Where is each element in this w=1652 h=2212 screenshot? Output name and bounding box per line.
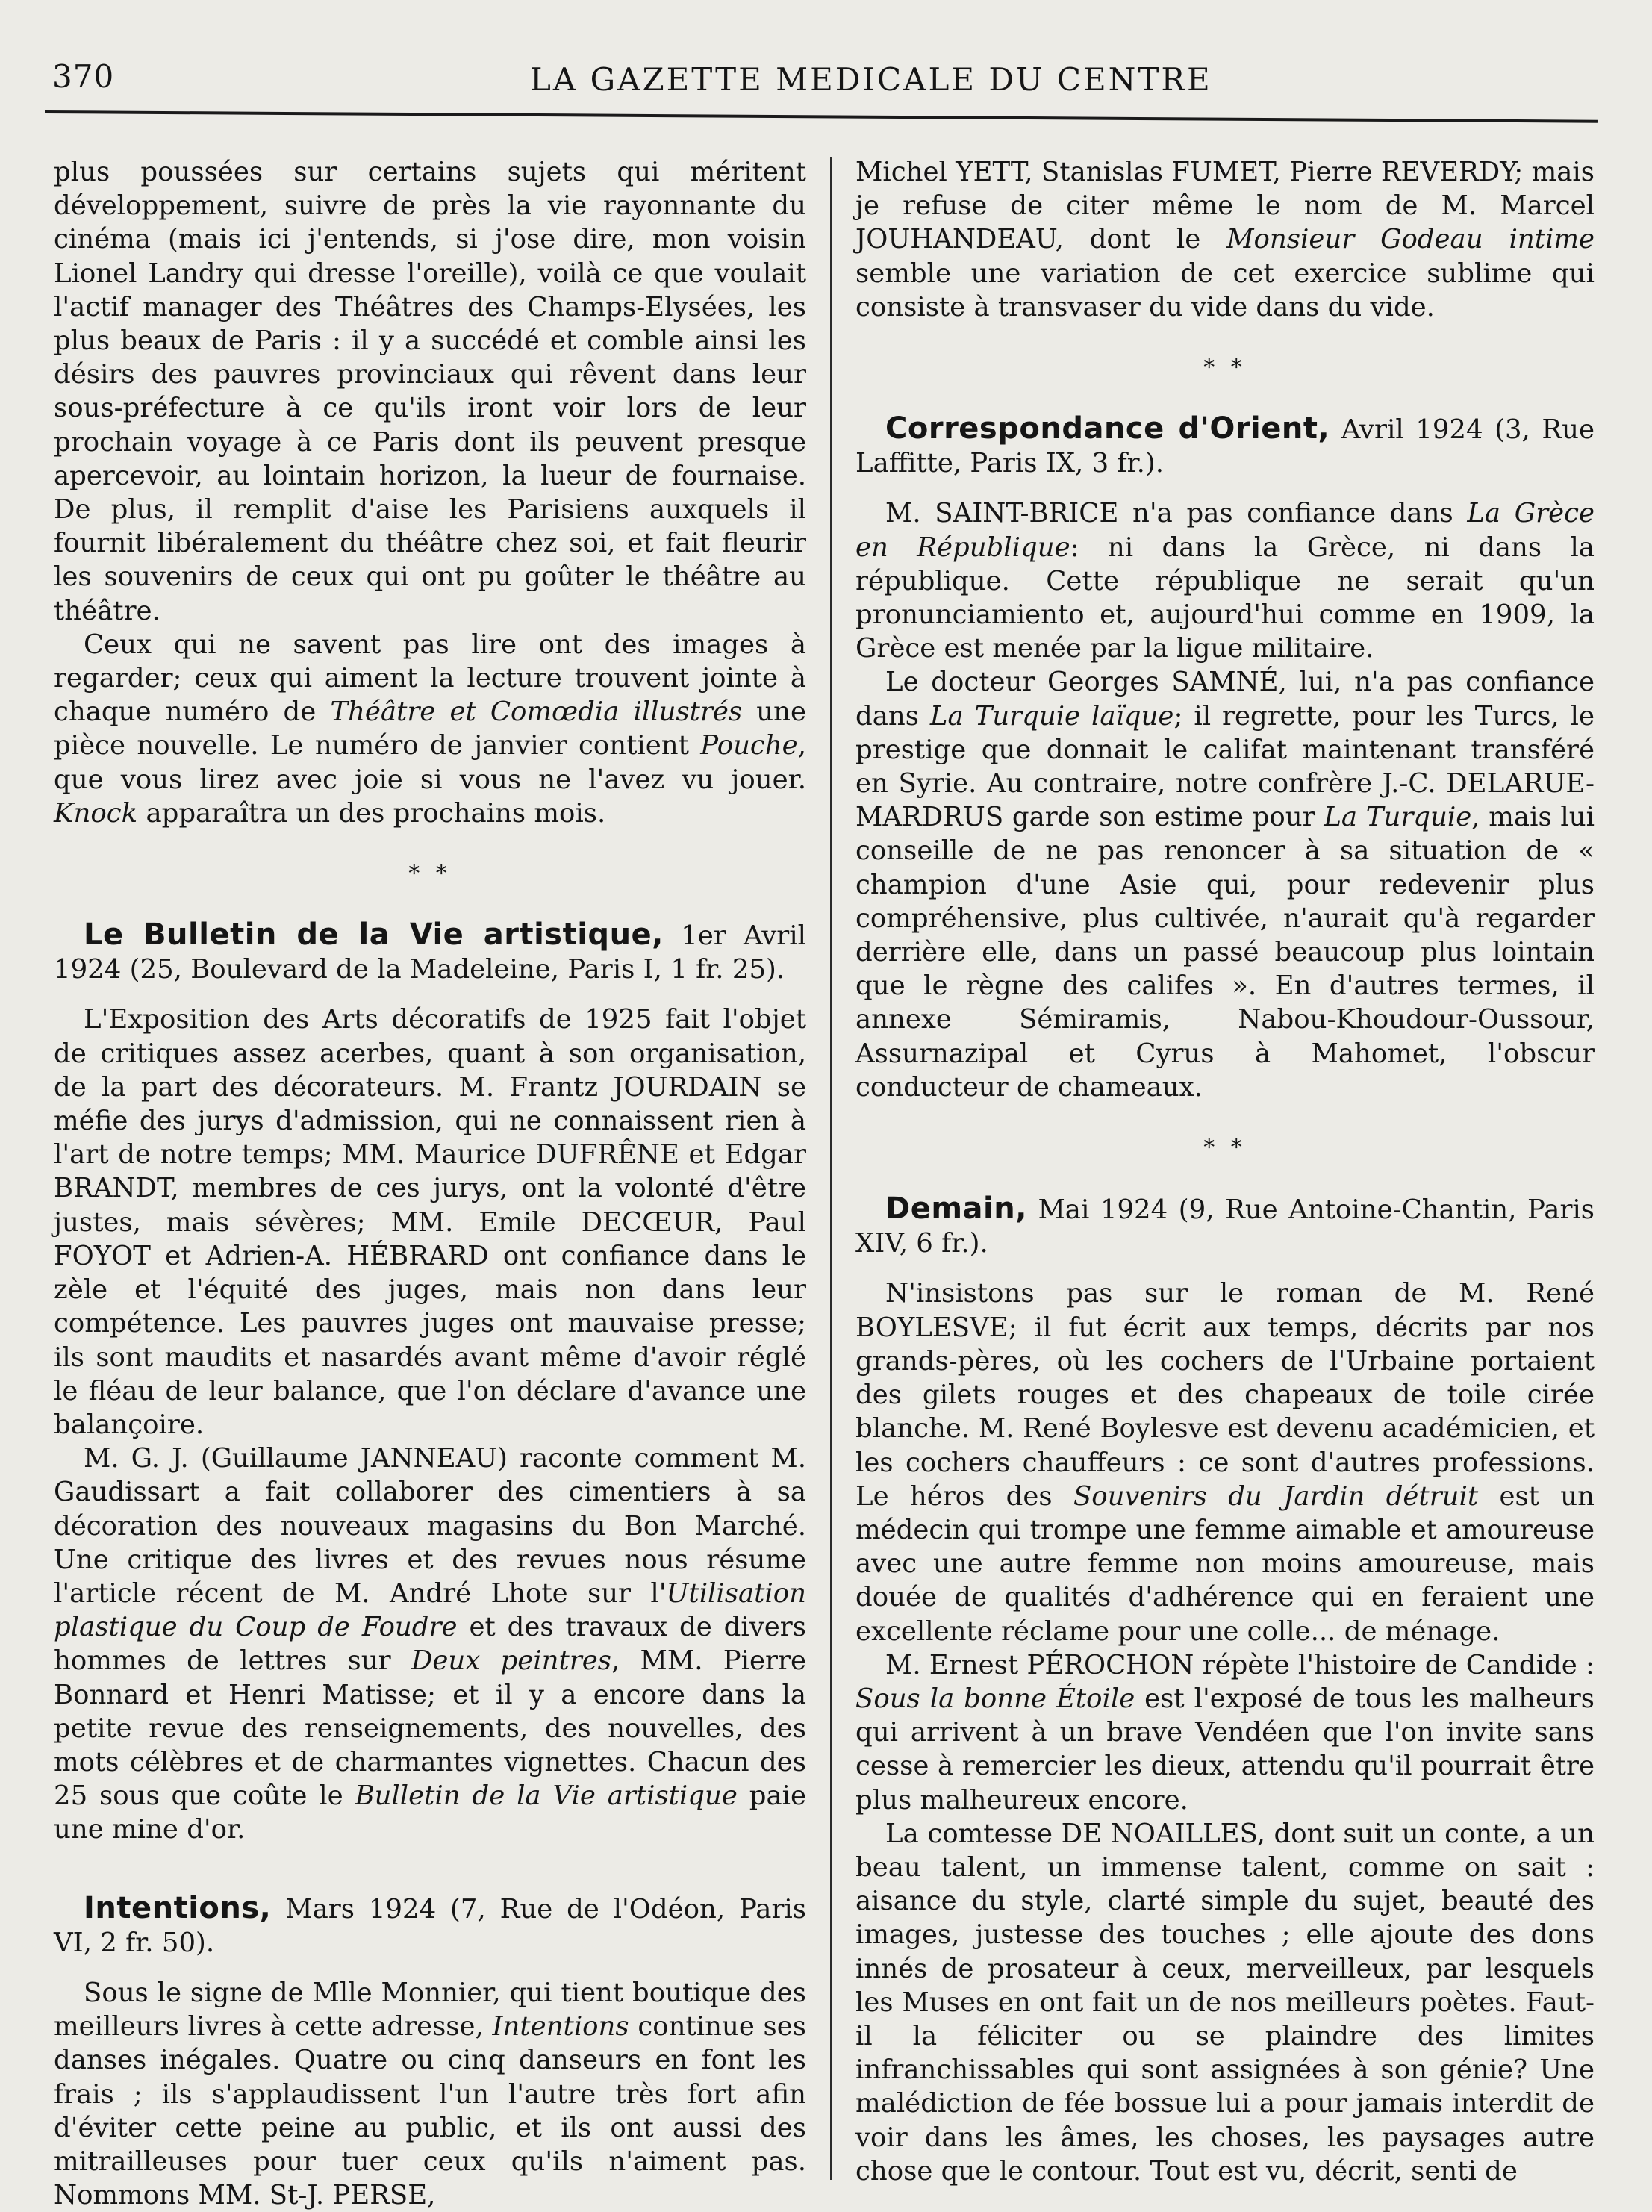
section-separator: * * [408,861,452,888]
page-header [52,58,1605,110]
section-separator: * * [1203,1135,1247,1162]
paragraph: M. Ernest PÉROCHON répète l'histoire de Candide : Sous la bonne Étoile est l'exposé de tous les malheurs qui arrivent à un brave Vendéen que l'on invite sans cesse à remercier les dieux, attendu qu'il pourrait être plus malheureux encore. [855,1649,1595,1816]
paragraph: plus poussées sur certains sujets qui méritent développement, suivre de près la vie rayonnante du cinéma (mais ici j'entends, si j'ose dire, mon voisin Lionel Landry qui dresse l'oreille), voilà ce que voulait l'actif manager des Théâtres des Champs-Elysées, les plus beaux de Paris : il y a succédé et comble ainsi les désirs des pauvres provinciaux qui rêvent dans leur sous-préfecture à ce qu'ils iront voir lors de leur prochain voyage à ce Paris dont ils peuvent presque apercevoir, au lointain horizon, la lueur de fournaise. De plus, il remplit d'aise les Parisiens auxquels il fournit libéralement du théâtre chez soi, et fait fleurir les souvenirs de ceux qui ont pu goûter le théâtre au théâtre. [54,157,806,626]
paragraph: Le docteur Georges SAMNÉ, lui, n'a pas confiance dans La Turquie laïque; il regrette, pour les Turcs, le prestige que donnait le califat maintenant transféré en Syrie. Au contraire, notre confrère J.-C. DELARUE-MARDRUS garde son estime pour La Turquie, mais lui conseille de ne pas renoncer à sa situation de « champion d'une Asie qui, pour redevenir plus compréhensive, plus cultivée, n'aurait qu'à regarder derrière elle, dans un passé beaucoup plus lointain que le règne des califes ». En d'autres termes, il annexe Sémiramis, Nabou-Khoudour-Oussour, Assurnazipal et Cyrus à Mahomet, l'obscur conducteur de chameaux. [855,667,1595,1103]
paragraph: M. SAINT-BRICE n'a pas confiance dans La Grèce en République: ni dans la Grèce, ni dans la république. Cette république ne serait qu'un pronunciamiento et, aujourd'hui comme en 1909, la Grèce est menée par la ligue militaire. [855,498,1595,664]
paragraph: L'Exposition des Arts décoratifs de 1925 fait l'objet de critiques assez acerbes, quant à son organisation, de la part des décorateurs. M. Frantz JOURDAIN se méfie des jurys d'admission, qui ne connaissent rien à l'art de notre temps; MM. Maurice DUFRÊNE et Edgar BRANDT, membres de ces jurys, ont la volonté d'être justes, mais sévères; MM. Emile DECŒUR, Paul FOYOT et Adrien-A. HÉBRARD ont confiance dans le zèle et l'équité des juges, mais non dans leur compétence. Les pauvres juges ont mauvaise presse; ils sont maudits et nasardés avant même d'avoir réglé le fléau de leur balance, que l'on déclare d'avance une balançoire. [54,1004,806,1440]
paragraph: Michel YETT, Stanislas FUMET, Pierre REVERDY; mais je refuse de citer même le nom de M. Marcel JOUHANDEAU, dont le Monsieur Godeau intime semble une variation de cet exercice sublime qui consiste à transvaser du vide dans du vide. [855,157,1595,323]
review-heading: Correspondance d'Orient, Avril 1924 (3, Rue Laffitte, Paris IX, 3 fr.). [855,411,1595,479]
paragraph: M. G. J. (Guillaume JANNEAU) raconte comment M. Gaudissart a fait collaborer des cimentiers à sa décoration des nouveaux magasins du Bon Marché. Une critique des livres et des revues nous résume l'article récent de M. André Lhote sur l'Utilisation plastique du Coup de Foudre et des travaux de divers hommes de lettres sur Deux peintres, MM. Pierre Bonnard et Henri Matisse; et il y a encore dans la petite revue des renseignements, des nouvelles, des mots célèbres et de charmantes vignettes. Chacun des 25 sous que coûte le Bulletin de la Vie artistique paie une mine d'or. [54,1443,806,1845]
review-heading: Intentions, Mars 1924 (7, Rue de l'Odéon, Paris VI, 2 fr. 50). [54,1890,806,1958]
left-column [54,155,806,2212]
paragraph: N'insistons pas sur le roman de M. René BOYLESVE; il fut écrit aux temps, décrits par nos grands-pères, où les cochers de l'Urbaine portaient des gilets rouges et des chapeaux de toile cirée blanche. M. René Boylesve est devenu académicien, et les cochers chauffeurs : ce sont d'autres professions. Le héros des Souvenirs du Jardin détruit est un médecin qui trompe une femme aimable et amoureuse avec une autre femme non moins amoureuse, mais douée de qualités d'adhérence qui en feraient une excellente réclame pour une colle... de ménage. [855,1278,1595,1647]
review-title: Le Bulletin de la Vie artistique, [84,917,664,953]
paragraph: Ceux qui ne savent pas lire ont des images à regarder; ceux qui aiment la lecture trouvent jointe à chaque numéro de Théâtre et Comœdia illustrés une pièce nouvelle. Le numéro de janvier contient Pouche, que vous lirez avec joie si vous ne l'avez vu jouer. Knock apparaîtra un des prochains mois. [54,629,806,829]
page-number: 370 [52,58,115,95]
running-title: LA GAZETTE MEDICALE DU CENTRE [530,61,1212,98]
review-title: Demain, [885,1191,1027,1227]
review-title: Correspondance d'Orient, [885,411,1330,446]
section-separator: * * [1203,355,1247,381]
review-heading: Demain, Mai 1924 (9, Rue Antoine-Chantin, Paris XIV, 6 fr.). [855,1191,1595,1259]
header-rule [45,110,1598,123]
review-heading: Le Bulletin de la Vie artistique, 1er Avril 1924 (25, Boulevard de la Madeleine, Paris I, 1 fr. 25). [54,917,806,985]
right-column [855,155,1595,2188]
paragraph: La comtesse DE NOAILLES, dont suit un conte, a un beau talent, un immense talent, comme on sait : aisance du style, clarté simple du sujet, beauté des images, justesse des touches ; elle ajoute des dons innés de prosateur à ceux, merveilleux, par lesquels les Muses en ont fait un de nos meilleurs poètes. Faut-il la féliciter ou se plaindre des limites infranchissables qui sont assignées à son génie? Une malédiction de fée bossue lui a pour jamais interdit de voir dans les âmes, les choses, les paysages autre chose que le contour. Tout est vu, décrit, senti de [855,1818,1595,2187]
review-title: Intentions, [84,1890,272,1925]
column-divider [830,157,832,2180]
paragraph: Sous le signe de Mlle Monnier, qui tient boutique des meilleurs livres à cette adresse, Intentions continue ses danses inégales. Quatre ou cinq danseurs en font les frais ; ils s'applaudissent l'un l'autre très fort afin d'éviter cette peine au public, et ils ont aussi des mitrailleuses pour tuer ceux qu'ils n'aiment pas. Nommons MM. St-J. PERSE, [54,1977,806,2211]
